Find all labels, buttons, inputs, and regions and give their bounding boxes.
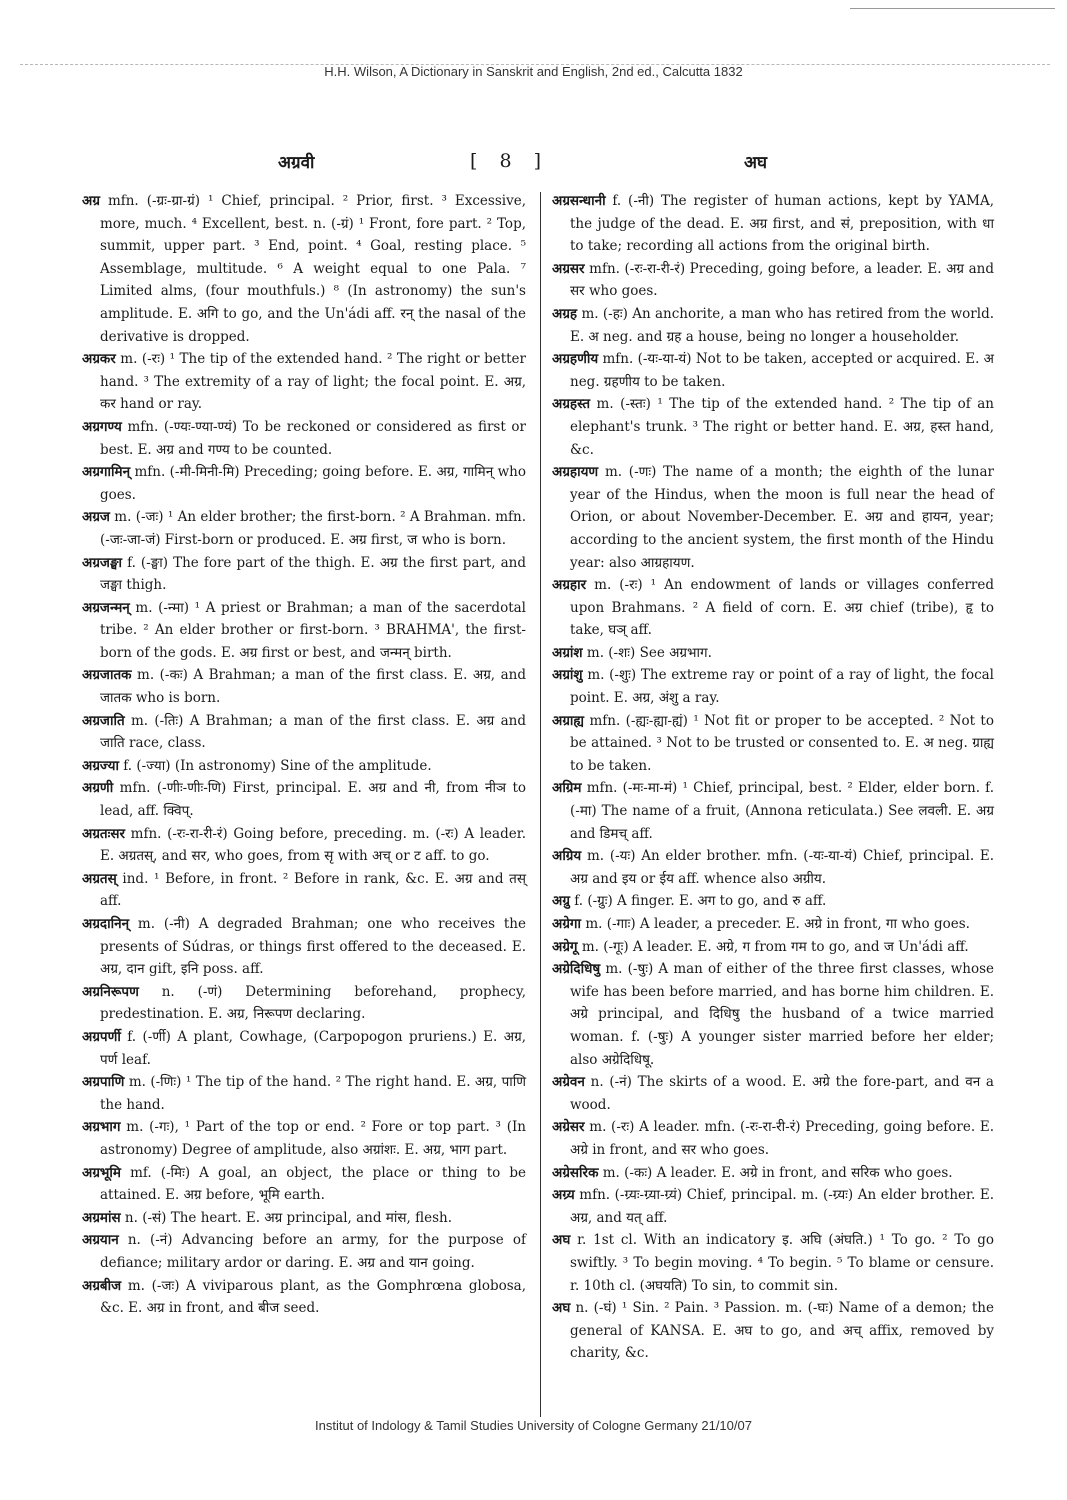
dictionary-entry (82, 981, 526, 1026)
right-column (552, 190, 994, 1365)
dictionary-entry (82, 552, 526, 597)
entry-headword: अग्रतःसर (82, 825, 125, 842)
entry-headword: अग्रणी (82, 780, 114, 797)
dictionary-entry (82, 1116, 526, 1161)
dictionary-entry (552, 1116, 994, 1161)
dictionary-entry (82, 461, 526, 506)
entry-definition: f. (-ज्या) (In astronomy) Sine of the amplitude. (123, 757, 432, 774)
entry-definition: mfn. (-रः-रा-री-रं) Going before, preceding. m. (-रः) A leader. E. अग्रतस्, and सर, who goes, from सृ with अच् or ट aff. to go. (100, 825, 526, 865)
entry-headword: अग्रिय (552, 848, 582, 865)
entry-headword: अग्रभूमि (82, 1164, 121, 1181)
entry-headword: अग्रेगू (552, 938, 578, 955)
dictionary-entry (82, 755, 526, 778)
dictionary-entry (552, 258, 994, 303)
dictionary-entry (552, 710, 994, 778)
dictionary-entry (82, 1229, 526, 1274)
entry-definition: f. (-र्णी) A plant, Cowhage, (Carpopogon pruriens.) E. अग्र, पर्ण leaf. (100, 1028, 526, 1068)
dictionary-entry (82, 868, 526, 913)
dictionary-entry (552, 1162, 994, 1185)
entry-definition: mf. (-मिः) A goal, an object, the place or thing to be attained. E. अग्र before, भूमि earth. (100, 1164, 526, 1204)
dictionary-entry (552, 190, 994, 258)
entry-headword: अग्रमांस (82, 1209, 121, 1226)
entry-headword: अग्रबीज (82, 1277, 122, 1294)
dictionary-entry (552, 461, 994, 574)
entry-headword: अग्रह (552, 305, 578, 322)
dictionary-entry (552, 664, 994, 709)
dictionary-entry (82, 1275, 526, 1320)
entry-definition: m. (-गूः) A leader. E. अग्रे, ग from गम to go, and ज Un'ádi aff. (581, 938, 969, 955)
entry-definition: m. (-रः) ¹ An endowment of lands or villages conferred upon Brahmans. ² A field of corn. E. अग्र chief (tribe), हृ to take, घञ् aff. (570, 577, 994, 639)
entry-definition: m. (-कः) A leader. E. अग्रे in front, and सरिक who goes. (602, 1164, 953, 1181)
entry-headword: अग्रसन्धानी (552, 193, 606, 209)
entry-definition: mfn. (-मी-मिनी-मि) Preceding; going before. E. अग्र, गामिन् who goes. (100, 464, 526, 503)
dictionary-entry (552, 1229, 994, 1297)
entry-headword: अग्रांशु (552, 667, 583, 684)
entry-headword: अग्रपर्णी (82, 1028, 121, 1045)
entry-headword: अग्रहार (552, 577, 587, 594)
entry-headword: अग्र (82, 193, 100, 209)
entry-definition: m. (-जः) A viviparous plant, as the Gomphrœna globosa, &c. E. अग्र in front, and बीज seed. (100, 1277, 526, 1317)
entry-headword: अग्रजन्मन् (82, 599, 130, 616)
dictionary-entry (82, 506, 526, 551)
source-footer: Institut of Indology & Tamil Studies University of Cologne Germany 21/10/07 (315, 1418, 752, 1433)
source-header: H.H. Wilson, A Dictionary in Sanskrit and English, 2nd ed., Calcutta 1832 (324, 64, 743, 79)
entry-headword: अग्रेगा (552, 916, 582, 932)
entry-headword: अग्रतस् (82, 870, 117, 887)
top-edge-rule (850, 8, 1055, 9)
dictionary-entry (552, 777, 994, 845)
left-column (82, 190, 526, 1320)
dictionary-entry (82, 823, 526, 868)
entry-definition: n. (-घं) ¹ Sin. ² Pain. ³ Passion. m. (-घः) Name of a demon; the general of KANSA. E. अघ to go, and अच् affix, removed by charity, &c. (570, 1300, 994, 1362)
entry-definition: m. (-नी) A degraded Brahman; one who receives the presents of Súdras, or things first offered to the deceased. E. अग्र, दान gift, इनि poss. aff. (100, 916, 526, 978)
dictionary-entry (552, 393, 994, 461)
entry-headword: अग्र्य (552, 1187, 575, 1204)
entry-definition: m. (-जः) ¹ An elder brother; the first-born. ² A Brahman. mfn. (-जः-जा-जं) First-born or produced. E. अग्र first, ज who is born. (100, 509, 526, 548)
entry-definition: n. (-नं) The skirts of a wood. E. अग्रे the fore-part, and वन a wood. (570, 1074, 994, 1113)
dictionary-entry (82, 664, 526, 709)
entry-headword: अघ (552, 1232, 571, 1249)
dictionary-entry (82, 1207, 526, 1230)
dictionary-entry (552, 890, 994, 913)
entry-headword: अग्रेवन (552, 1074, 585, 1091)
dictionary-entry (552, 642, 994, 665)
column-divider (540, 192, 541, 1417)
entry-definition: m. (-शुः) The extreme ray or point of a ray of light, the focal point. E. अग्र, अंशु a ray. (570, 667, 994, 707)
running-head (0, 150, 1067, 180)
entry-definition: m. (-गाः) A leader, a preceder. E. अग्रे in front, गा who goes. (585, 916, 970, 932)
entry-headword: अग्रिम (552, 780, 582, 797)
dictionary-entry (82, 416, 526, 461)
entry-definition: mfn. (-णीः-णीः-णि) First, principal. E. अग्र and नी, from नीञ to lead, aff. क्विप्. (100, 780, 527, 820)
entry-headword: अग्रकर (82, 351, 116, 368)
entry-definition: n. (-णं) Determining beforehand, prophecy, predestination. E. अग्र, निरूपण declaring. (100, 983, 526, 1023)
entry-definition: r. 1st cl. With an indicatory इ. अघि (अंघति.) ¹ To go. ² To go swiftly. ³ To begin moving. ⁴ To begin. ⁵ To blame or censure. r. 10th cl. (अघयति) To sin, to commit sin. (570, 1232, 994, 1294)
dictionary-entry (552, 936, 994, 959)
dictionary-entry (82, 913, 526, 981)
dictionary-entry (82, 777, 526, 822)
dictionary-entry (552, 845, 994, 890)
dictionary-entry (82, 190, 526, 348)
dictionary-entry (82, 348, 526, 416)
entry-headword: अग्राह्य (552, 712, 585, 729)
dictionary-entry (82, 1162, 526, 1207)
dictionary-entry (552, 348, 994, 393)
entry-headword: अग्रजाति (82, 712, 125, 729)
entry-headword: अग्रज (82, 509, 110, 526)
running-head-left: अग्रवी (278, 153, 315, 173)
entry-definition: m. (-कः) A Brahman; a man of the first class. E. अग्र, and जातक who is born. (100, 667, 527, 707)
entry-definition: m. (-तिः) A Brahman; a man of the first class. E. अग्र and जाति race, class. (100, 712, 527, 752)
entry-definition: m. (-न्मा) ¹ A priest or Brahman; a man of the sacerdotal tribe. ² An elder brother or first-born. ³ BRAHMA', the first-born of the gods. E. अग्र first or best, and जन्मन् birth. (100, 599, 526, 661)
entry-definition: m. (-णिः) ¹ The tip of the hand. ² The right hand. E. अग्र, पाणि the hand. (100, 1074, 526, 1113)
entry-definition: m. (-शः) See अग्रभाग. (586, 644, 712, 661)
running-head-right: अघ (744, 153, 768, 173)
entry-definition: m. (-यः) An elder brother. mfn. (-यः-या-यं) Chief, principal. E. अग्र and इय or ईय aff. whence also अग्रीय. (570, 848, 994, 887)
entry-headword: अग्रजङ्घा (82, 554, 122, 571)
entry-definition: mfn. (-ग्रः-ग्रा-ग्रं) ¹ Chief, principal. ² Prior, first. ³ Excessive, more, much. ⁴ Excellent, best. n. (-ग्रं) ¹ Front, fore part. ² Top, summit, upper part. ³ End, point. ⁴ Goal, resting place. ⁵ Assemblage, multitude. ⁶ A weight equal to one Pala. ⁷ Limited alms, (four mouthfuls.) ⁸ (In astronomy) the sun's amplitude. E. अगि to go, and the Un'ádi aff. रन् the nasal of the derivative is dropped. (100, 193, 527, 345)
entry-definition: f. (-नी) The register of human actions, kept by YAMA, the judge of the dead. E. अग्र first, and सं, preposition, with धा to take; recording all actions from the original birth. (570, 193, 994, 255)
entry-headword: अग्रहस्त (552, 396, 591, 413)
entry-definition: mfn. (-ण्यः-ण्या-ण्यं) To be reckoned or considered as first or best. E. अग्र and गण्य to be counted. (100, 418, 526, 458)
entry-definition: n. (-सं) The heart. E. अग्र principal, and मांस, flesh. (124, 1209, 452, 1226)
dictionary-entry (82, 1071, 526, 1116)
entry-definition: m. (-रः) A leader. mfn. (-रः-रा-री-रं) Preceding, going before. E. अग्रे in front, and सर who goes. (570, 1119, 994, 1158)
entry-definition: m. (-गः), ¹ Part of the top or end. ² Fore or top part. ³ (In astronomy) Degree of amplitude, also अग्रांशः. E. अग्र, भाग part. (100, 1119, 527, 1158)
entry-definition: mfn. (-मः-मा-मं) ¹ Chief, principal, best. ² Elder, elder born. f. (-मा) The name of a fruit, (Annona reticulata.) See लवली. E. अग्र and डिमच् aff. (570, 780, 994, 842)
entry-definition: m. (-रः) ¹ The tip of the extended hand. ² The right or better hand. ³ The extremity of a ray of light; the focal point. E. अग्र, कर hand or ray. (100, 351, 526, 413)
page-number: [ 8 ] (470, 150, 549, 172)
dictionary-entry (552, 1184, 994, 1229)
entry-headword: अग्रयान (82, 1232, 119, 1249)
entry-headword: अग्रु (552, 893, 570, 910)
entry-definition: f. (-ग्रुः) A finger. E. अग to go, and रु aff. (574, 893, 827, 910)
dictionary-entry (552, 958, 994, 1071)
entry-headword: अग्रहणीय (552, 351, 599, 368)
entry-headword: अग्रभाग (82, 1119, 121, 1136)
entry-headword: अग्रेसरिक (552, 1164, 599, 1181)
entry-headword: अग्रगण्य (82, 418, 122, 435)
entry-headword: अग्रेदिधिषु (552, 961, 601, 978)
entry-definition: m. (-हः) An anchorite, a man who has retired from the world. E. अ neg. and ग्रह a house, being no longer a householder. (570, 305, 995, 345)
entry-headword: अग्रांश (552, 644, 583, 661)
entry-definition: mfn. (-रः-रा-री-रं) Preceding, going before, a leader. E. अग्र and सर who goes. (570, 260, 994, 300)
entry-headword: अग्रनिरूपण (82, 983, 139, 1000)
entry-definition: mfn. (-ह्यः-ह्या-ह्यं) ¹ Not fit or proper to be accepted. ² Not to be attained. ³ Not to be trusted or consented to. E. अ neg. ग्राह्य to be taken. (570, 712, 994, 774)
entry-headword: अग्रपाणि (82, 1074, 125, 1091)
dictionary-entry (552, 913, 994, 936)
dictionary-entry (82, 597, 526, 665)
entry-headword: अग्रज्या (82, 757, 119, 774)
entry-headword: अग्रजातक (82, 667, 132, 684)
entry-headword: अग्रगामिन् (82, 464, 131, 481)
entry-definition: mfn. (-ग्र्यः-ग्र्या-ग्र्यं) Chief, principal. m. (-ग्र्यः) An elder brother. E. अग्र, and यत् aff. (570, 1187, 994, 1226)
entry-definition: ind. ¹ Before, in front. ² Before in rank, &c. E. अग्र and तस् aff. (100, 870, 526, 910)
entry-definition: m. (-षुः) A man of either of the three first classes, whose wife has been before married, and has borne him children. E. अग्रे principal, and दिधिषु the husband of a twice married woman. f. (-षुः) A younger sister married before her elder; also अग्रेदिधिषू. (570, 961, 995, 1068)
entry-definition: mfn. (-यः-या-यं) Not to be taken, accepted or acquired. E. अ neg. ग्रहणीय to be taken. (570, 351, 994, 390)
dictionary-entry (552, 1071, 994, 1116)
entry-definition: m. (-णः) The name of a month; the eighth of the lunar year of the Hindus, when the moon is full near the head of Orion, or about November-December. E. अग्र and हायन, year; according to the ancient system, the first month of the Hindu year: also आग्रहायण. (570, 464, 994, 571)
entry-headword: अग्रदानिन् (82, 916, 130, 932)
entry-headword: अघ (552, 1300, 571, 1317)
dictionary-entry (552, 303, 994, 348)
dictionary-entry (82, 710, 526, 755)
entry-definition: m. (-स्तः) ¹ The tip of the extended hand. ² The tip of an elephant's trunk. ³ The right or better hand. E. अग्र, हस्त hand, &c. (570, 396, 994, 458)
entry-definition: n. (-नं) Advancing before an army, for the purpose of defiance; military ardor or daring. E. अग्र and यान going. (100, 1232, 526, 1271)
dictionary-entry (552, 574, 994, 642)
dictionary-entry (82, 1026, 526, 1071)
dictionary-entry (552, 1297, 994, 1365)
entry-definition: f. (-ङ्घा) The fore part of the thigh. E. अग्र the first part, and जङ्घा thigh. (100, 554, 527, 594)
entry-headword: अग्रहायण (552, 464, 599, 481)
entry-headword: अग्रसर (552, 260, 585, 277)
entry-headword: अग्रेसर (552, 1119, 585, 1136)
